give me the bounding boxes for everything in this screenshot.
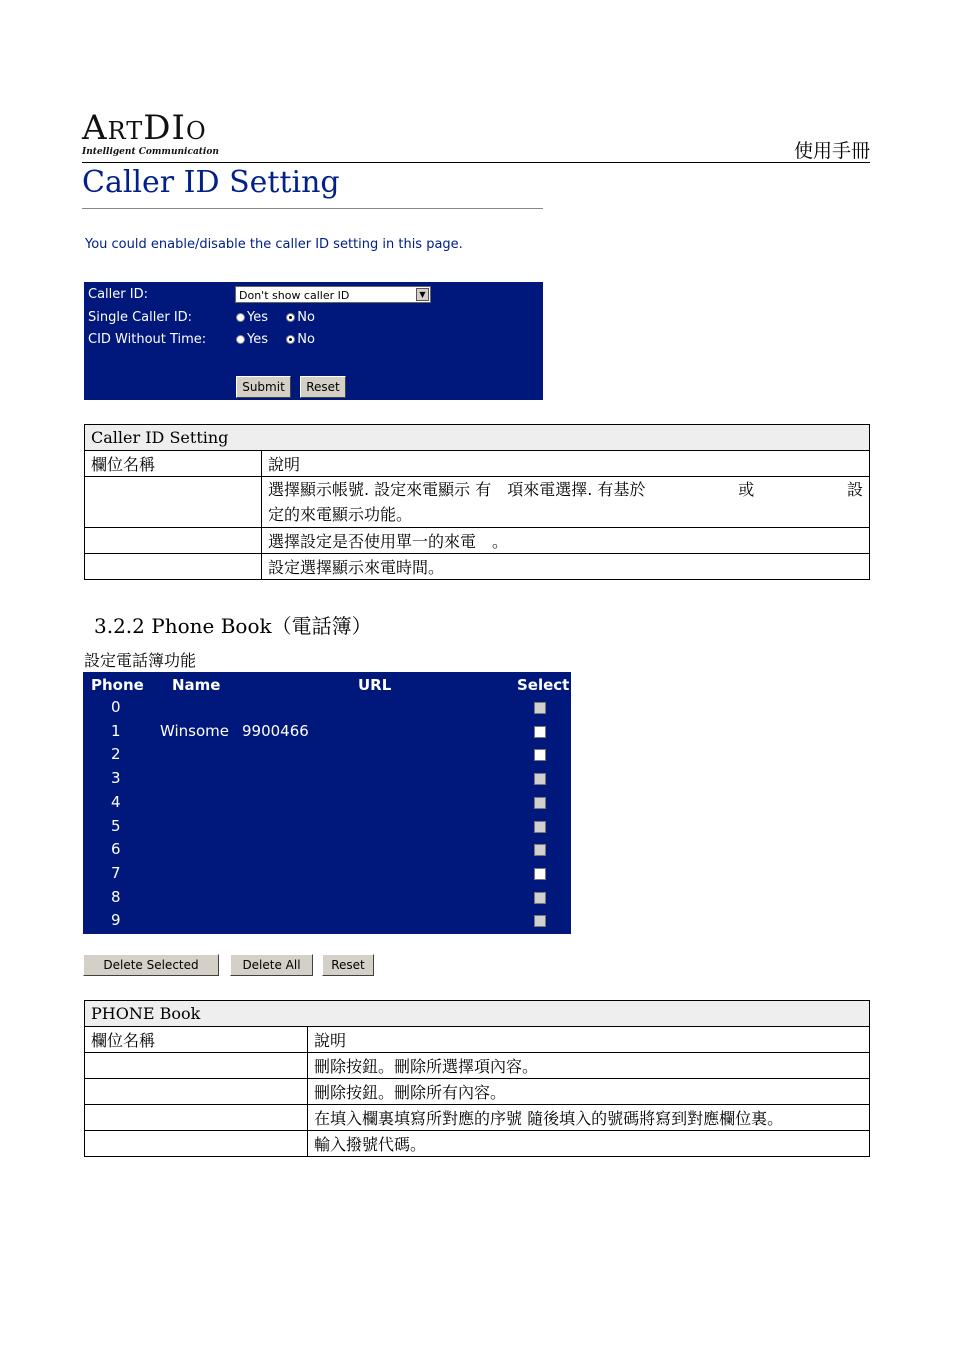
description-text-part: 定的來電顯示功能。 xyxy=(268,505,413,524)
table-row xyxy=(83,840,571,863)
field-name-cell xyxy=(85,1105,308,1131)
column-header-select: Select xyxy=(517,676,570,694)
page-title: Caller ID Setting xyxy=(82,165,340,200)
phone-index: 2 xyxy=(111,745,121,764)
caller-id-label: Caller ID: xyxy=(88,287,148,302)
artdio-logo xyxy=(82,110,222,157)
field-name-cell xyxy=(85,1079,308,1105)
column-header-phone: Phone xyxy=(91,676,144,694)
table-row xyxy=(83,722,571,745)
single-yes-label: Yes xyxy=(247,310,268,325)
column-header-description: 說明 xyxy=(308,1027,870,1053)
phone-index: 3 xyxy=(111,769,121,788)
reset-button[interactable]: Reset xyxy=(300,376,346,398)
description-cell: 刪除按鈕。刪除所有內容。 xyxy=(308,1079,870,1105)
table-row xyxy=(83,911,571,934)
chevron-down-icon[interactable]: ▼ xyxy=(416,288,429,301)
delete-selected-button[interactable]: Delete Selected xyxy=(83,954,219,976)
single-caller-id-label: Single Caller ID: xyxy=(88,310,193,325)
entry-name[interactable]: Winsome xyxy=(160,721,230,740)
select-checkbox[interactable] xyxy=(534,702,546,714)
caller-id-select[interactable] xyxy=(235,286,431,303)
phone-index: 6 xyxy=(111,840,121,859)
table-row xyxy=(83,888,571,911)
field-name-cell xyxy=(85,1131,308,1157)
description-cell: 在填入欄裏填寫所對應的序號 隨後填入的號碼將寫到對應欄位裏。 xyxy=(308,1105,870,1131)
column-header-name: Name xyxy=(172,676,221,694)
header-divider xyxy=(82,162,870,163)
column-header-description: 說明 xyxy=(262,451,870,477)
phone-index: 9 xyxy=(111,911,121,930)
submit-button[interactable]: Submit xyxy=(236,376,291,398)
select-checkbox[interactable] xyxy=(534,844,546,856)
cid-time-yes-radio[interactable] xyxy=(236,335,245,344)
table-row xyxy=(83,769,571,792)
phone-index: 8 xyxy=(111,887,121,906)
logo-wordmark: ARTDIO xyxy=(82,108,207,148)
description-text-part: 設 xyxy=(846,480,863,499)
phone-book-heading: 3.2.2 Phone Book（電話簿） xyxy=(94,614,372,638)
column-header-url: URL xyxy=(358,676,392,694)
table-caption: PHONE Book xyxy=(85,1001,870,1027)
table-row xyxy=(83,745,571,768)
cid-time-no-label: No xyxy=(297,332,315,347)
description-cell: 選擇設定是否使用單一的來電 。 xyxy=(262,528,870,554)
cid-time-yes-label: Yes xyxy=(247,332,268,347)
phone-book-reset-button[interactable]: Reset xyxy=(322,954,374,976)
phone-index: 4 xyxy=(111,792,121,811)
field-name-cell xyxy=(85,554,262,580)
single-no-radio[interactable] xyxy=(286,313,295,322)
description-text-part: 或 xyxy=(738,480,755,499)
table-row xyxy=(83,698,571,721)
description-cell: 設定選擇顯示來電時間。 xyxy=(262,554,870,580)
select-checkbox[interactable] xyxy=(534,868,546,880)
cid-time-no-radio[interactable] xyxy=(286,335,295,344)
select-checkbox[interactable] xyxy=(534,749,546,761)
phone-index: 5 xyxy=(111,816,121,835)
phone-book-description-table xyxy=(84,1000,870,1157)
caller-id-select-value: Don't show caller ID xyxy=(239,289,350,302)
table-row xyxy=(83,817,571,840)
description-text-part: 選擇顯示帳號. 設定來電顯示 有 項來電選擇. 有基於 xyxy=(268,480,646,499)
select-checkbox[interactable] xyxy=(534,773,546,785)
table-caption: Caller ID Setting xyxy=(85,425,870,451)
single-no-label: No xyxy=(297,310,315,325)
cid-without-time-label: CID Without Time: xyxy=(88,332,207,347)
entry-number[interactable]: 9900466 xyxy=(242,721,309,740)
description-cell: 刪除按鈕。刪除所選擇項內容。 xyxy=(308,1053,870,1079)
phone-book-panel xyxy=(83,672,571,934)
phone-book-intro: 設定電話簿功能 xyxy=(84,651,197,670)
field-name-cell xyxy=(85,528,262,554)
column-header-field: 欄位名稱 xyxy=(85,451,262,477)
select-checkbox[interactable] xyxy=(534,726,546,738)
caller-id-form xyxy=(84,282,543,400)
description-cell: 輸入撥號代碼。 xyxy=(308,1131,870,1157)
select-checkbox[interactable] xyxy=(534,797,546,809)
table-row xyxy=(83,864,571,887)
manual-label: 使用手冊 xyxy=(793,140,870,162)
select-checkbox[interactable] xyxy=(534,915,546,927)
phone-index: 0 xyxy=(111,698,121,716)
column-header-field: 欄位名稱 xyxy=(85,1027,308,1053)
delete-all-button[interactable]: Delete All xyxy=(230,954,313,976)
phone-index: 7 xyxy=(111,863,121,882)
description-cell xyxy=(262,477,870,528)
title-divider xyxy=(82,208,543,209)
table-row xyxy=(83,793,571,816)
caller-id-description-table xyxy=(84,424,870,580)
select-checkbox[interactable] xyxy=(534,892,546,904)
phone-index: 1 xyxy=(111,721,121,740)
cid-without-time-radios xyxy=(236,332,315,347)
field-name-cell xyxy=(85,1053,308,1079)
logo-tagline: Intelligent Communication xyxy=(82,147,219,157)
select-checkbox[interactable] xyxy=(534,821,546,833)
intro-text: You could enable/disable the caller ID setting in this page. xyxy=(85,237,463,252)
field-name-cell xyxy=(85,477,262,528)
single-yes-radio[interactable] xyxy=(236,313,245,322)
single-caller-id-radios xyxy=(236,310,315,325)
